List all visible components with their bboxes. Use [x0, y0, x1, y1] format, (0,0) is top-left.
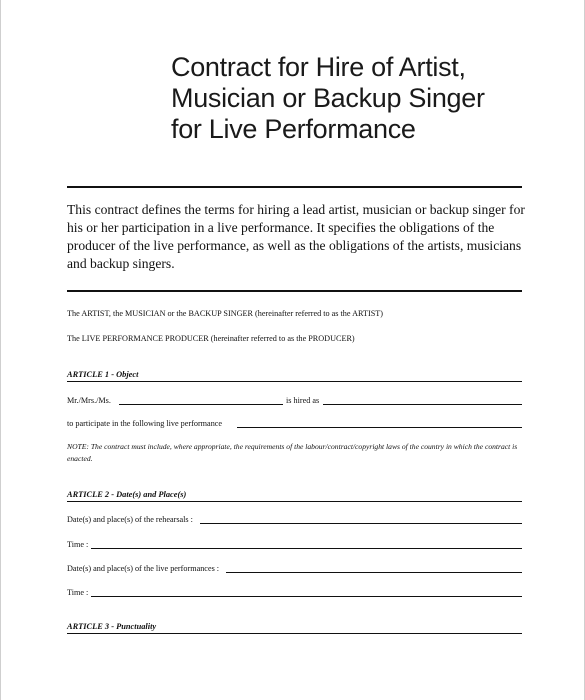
artist-party-definition: The ARTIST, the MUSICIAN or the BACKUP SINGER (hereinafter referred to as the ARTIST): [67, 309, 383, 318]
intro-divider: [67, 290, 522, 292]
article-1-divider: [67, 381, 522, 382]
performances-label: Date(s) and place(s) of the live performances :: [67, 564, 220, 573]
performance-time-label: Time :: [67, 588, 89, 597]
legal-note: NOTE: The contract must include, where appropriate, the requirements of the labour/contract/copyright laws of the country in which the contract is enacted.: [67, 442, 518, 463]
performance-field[interactable]: [237, 427, 522, 428]
performance-time-field[interactable]: [91, 596, 522, 597]
title-line-3: for Live Performance: [171, 114, 416, 144]
artist-name-field[interactable]: [119, 404, 283, 405]
article-2-heading: ARTICLE 2 - Date(s) and Place(s): [67, 490, 187, 499]
rehearsal-time-label: Time :: [67, 540, 89, 549]
rehearsal-time-row: [67, 538, 522, 550]
title-divider: [67, 186, 522, 188]
title-line-1: Contract for Hire of Artist,: [171, 52, 466, 82]
rehearsal-time-field[interactable]: [91, 548, 522, 549]
rehearsals-row: [67, 513, 522, 525]
intro-paragraph: This contract defines the terms for hiring a lead artist, musician or backup singer for his or her participation in a live performance. It specifies the obligations of the producer of the live performance, as well as the obligations of the artists, musicians and backup singers.: [67, 202, 525, 271]
article-3-divider: [67, 633, 522, 634]
contract-title: [171, 52, 571, 145]
hired-as-label: is hired as: [286, 396, 320, 405]
article-1-heading: ARTICLE 1 - Object: [67, 370, 139, 379]
rehearsals-label: Date(s) and place(s) of the rehearsals :: [67, 515, 193, 524]
producer-party-definition: The LIVE PERFORMANCE PRODUCER (hereinafter referred to as the PRODUCER): [67, 334, 355, 343]
hired-as-field[interactable]: [323, 404, 522, 405]
performance-row: [67, 417, 522, 429]
performances-field[interactable]: [226, 572, 522, 573]
artist-name-row: [67, 394, 522, 406]
article-2-divider: [67, 501, 522, 502]
rehearsals-field[interactable]: [200, 523, 522, 524]
title-line-2: Musician or Backup Singer: [171, 83, 485, 113]
performance-label: to participate in the following live performance: [67, 419, 223, 428]
article-3-heading: ARTICLE 3 - Punctuality: [67, 622, 157, 631]
performances-row: [67, 562, 522, 574]
name-label: Mr./Mrs./Ms.: [67, 396, 111, 405]
performance-time-row: [67, 586, 522, 598]
